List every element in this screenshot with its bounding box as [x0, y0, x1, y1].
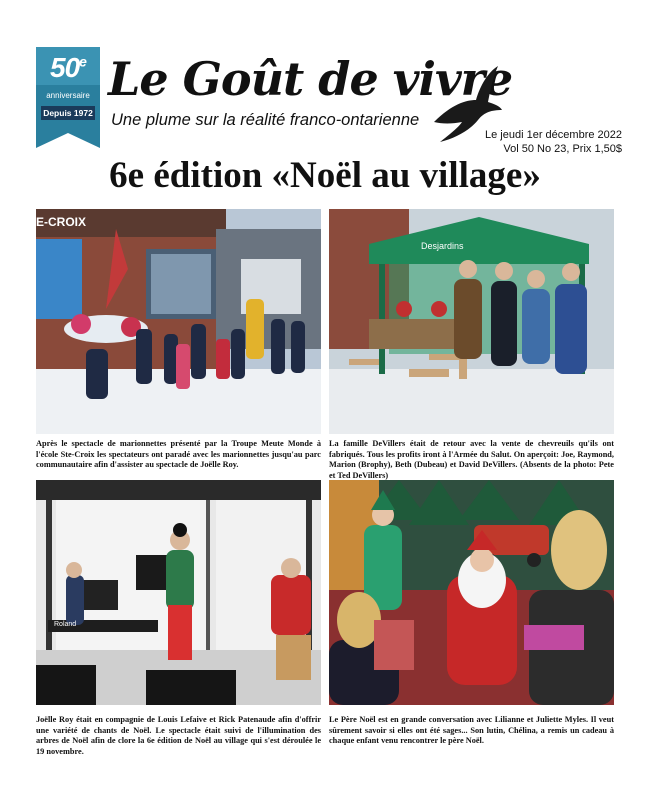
caption-puppet-parade: Après le spectacle de marionnettes présenté par la Troupe Meute Monde à l'école Ste-Croix les spectateurs ont paradé avec les marionnettes jusqu'au parc communautaire afin d'assister au spectacle de Joëlle Roy. — [36, 439, 321, 469]
badge-number: 50e — [50, 52, 86, 83]
anniversary-badge — [36, 47, 100, 148]
main-headline: 6e édition «Noël au village» — [109, 155, 541, 196]
newspaper-title: Le Goût de vivre — [108, 52, 513, 106]
badge-label: anniversaire — [46, 91, 90, 100]
caption-concert: Joëlle Roy était en compagnie de Louis Lefaive et Rick Patenaude afin d'offrir une variété de chants de Noël. Le spectacle était suivi de l'illumination des arbres de Noël afin de clore la 6e édition de Noël au village qui s'est déroulée le 19 novembre. — [36, 715, 321, 756]
newspaper-tagline: Une plume sur la réalité franco-ontarienne — [111, 111, 420, 129]
photo-santa — [329, 480, 614, 705]
keyboard-brand: Roland — [54, 621, 77, 628]
caption-santa: Le Père Noël est en grande conversation avec Lilianne et Juliette Myles. Il veut sûrement savoir si elles ont été sages... Son lutin, Chélina, a remis un cadeau à chaque enfant venu rencontrer le père Noël. — [329, 715, 614, 745]
issue-date: Le jeudi 1er décembre 2022 — [485, 129, 622, 141]
caption-devillers-reindeer: La famille DeVillers était de retour avec la vente de chevreuils qu'ils ont fabriqués. Tous les profits iront à l'Armée du Salut. On aperçoit: Joe, Raymond, Marion (Brophy), Beth (Dubeau) et David DeVillers. (Absents de la photo: Pete et Ted DeVillers) — [329, 439, 614, 480]
photo-concert — [36, 480, 321, 705]
tent-banner: Desjardins — [421, 241, 464, 251]
badge-since: Depuis 1972 — [41, 106, 95, 120]
issue-volume: Vol 50 No 23, Prix 1,50$ — [503, 143, 622, 155]
photo-devillers-reindeer — [329, 209, 614, 434]
photo-puppet-parade — [36, 209, 321, 434]
school-sign: E-CROIX — [36, 215, 87, 229]
